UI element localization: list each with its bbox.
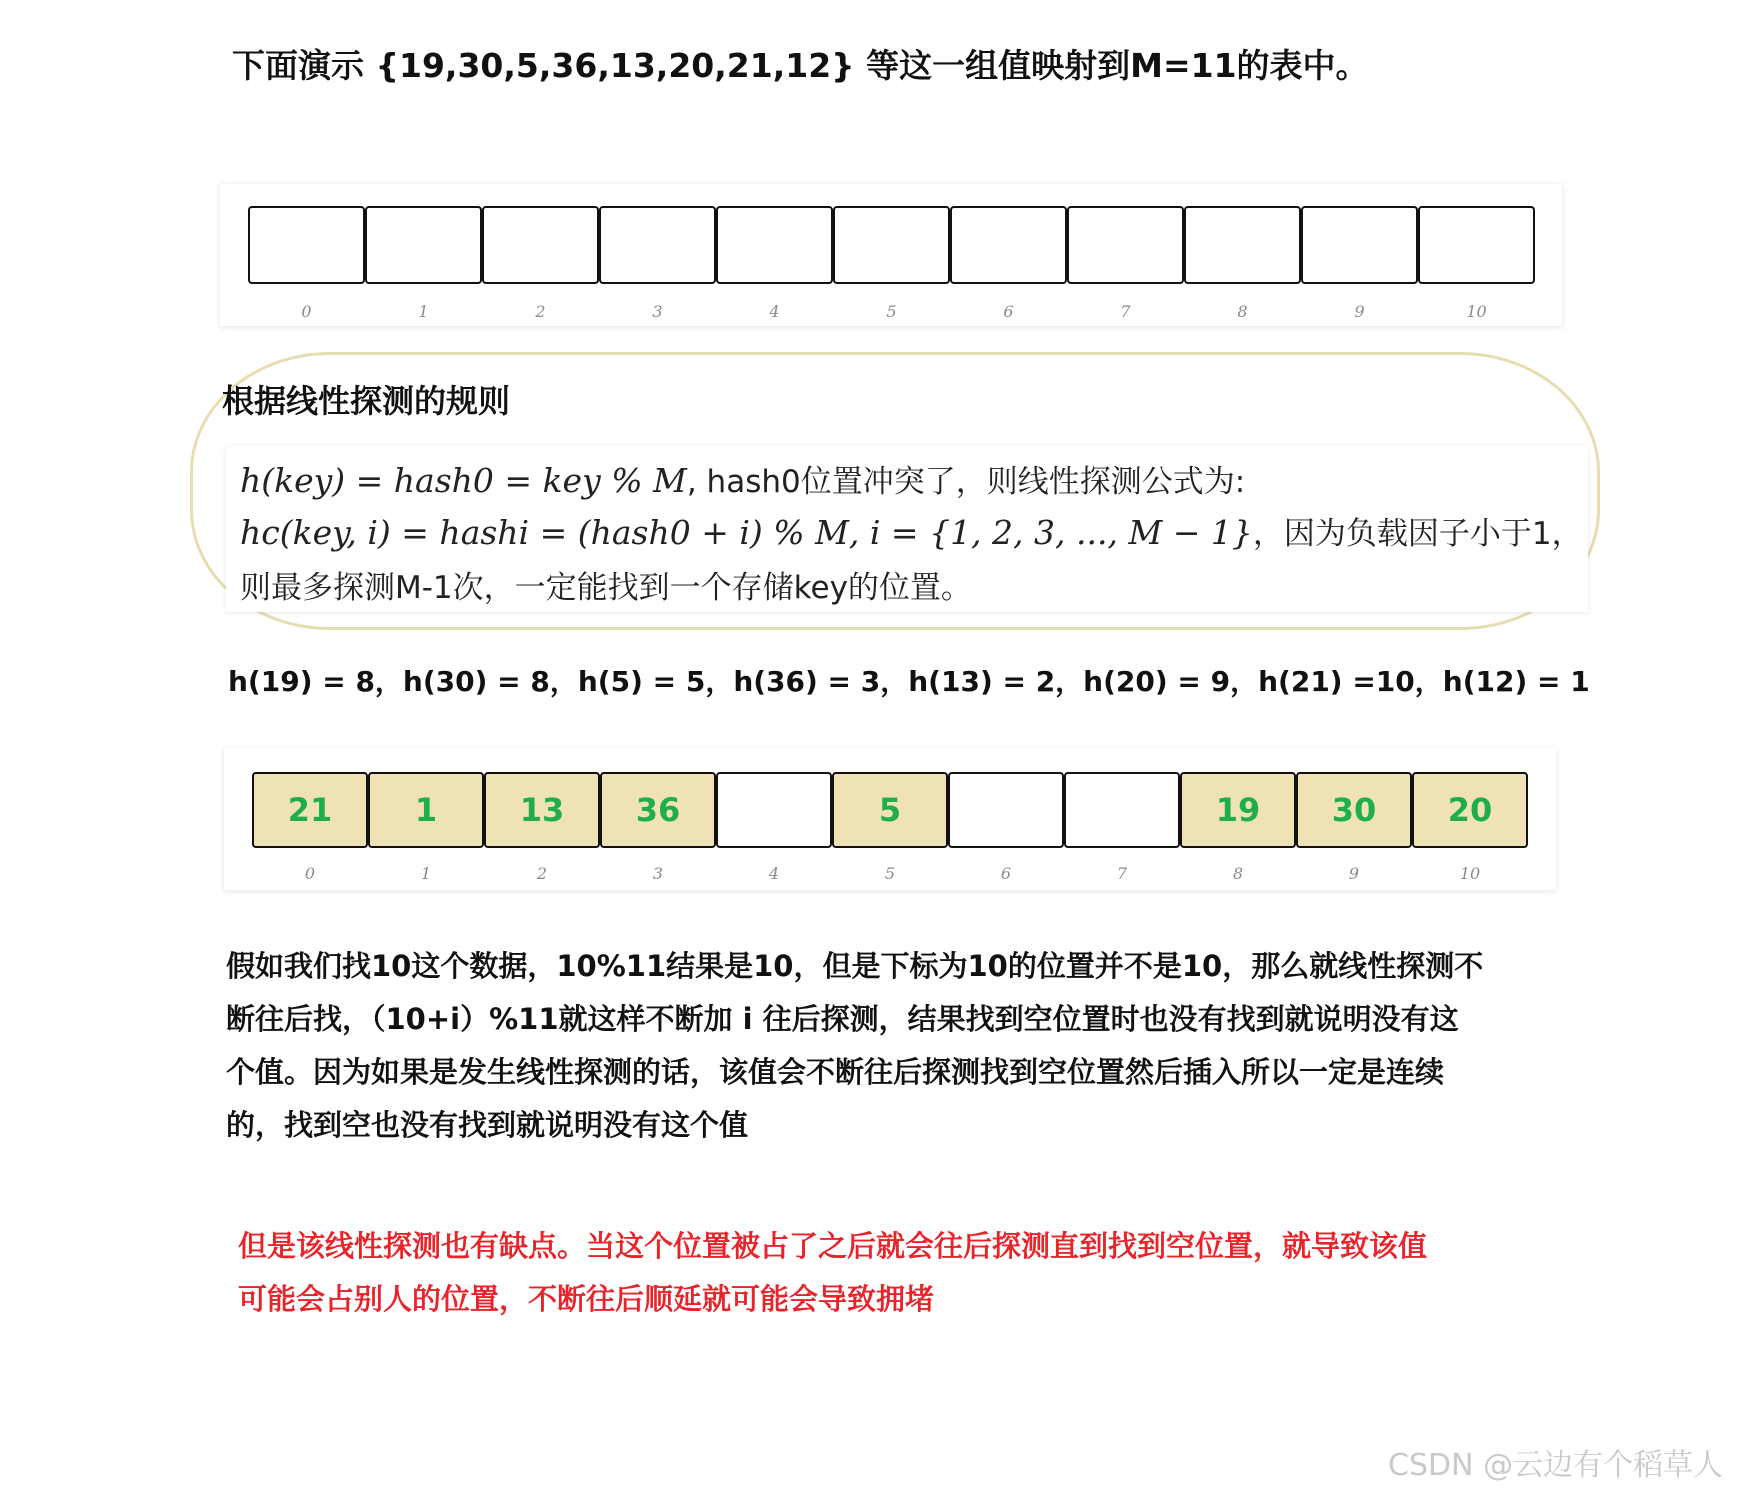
filled-table-index-8: 8 — [1232, 864, 1244, 883]
filled-table-index-9: 9 — [1348, 864, 1360, 883]
empty-table-cell-3 — [599, 206, 716, 284]
rule-title: 根据线性探测的规则 — [222, 382, 511, 420]
filled-table-index-4: 4 — [768, 864, 780, 883]
formula-line-3: 则最多探测M-1次，一定能找到一个存储key的位置。 — [240, 570, 972, 606]
hash-values-line: h(19) = 8，h(30) = 8，h(5) = 5，h(36) = 3，h(13) = 2，h(20) = 9，h(21) =10，h(12) = 1 — [228, 665, 1590, 698]
formula-hash0: h(key) = hash0 = key % M — [240, 461, 687, 500]
empty-table-index-2: 2 — [535, 302, 546, 321]
page-heading: 下面演示 {19,30,5,36,13,20,21,12} 等这一组值映射到M=11的表中。 — [232, 46, 1369, 85]
empty-hash-table — [220, 184, 1562, 326]
csdn-watermark: CSDN @云边有个稻草人 — [1388, 1448, 1724, 1483]
formula-line-1-text: , hash0位置冲突了，则线性探测公式为: — [686, 464, 1246, 500]
empty-table-index-1: 1 — [418, 302, 429, 321]
filled-table-index-7: 7 — [1116, 864, 1128, 883]
empty-table-cell-10 — [1418, 206, 1535, 284]
filled-table-cell-9: 30 — [1296, 772, 1412, 848]
filled-table-cell-3: 36 — [600, 772, 716, 848]
filled-table-cell-4 — [716, 772, 832, 848]
filled-table-index-6: 6 — [1000, 864, 1012, 883]
empty-table-cell-5 — [833, 206, 950, 284]
formula-hashi: hc(key, i) = hashi = (hash0 + i) % M, i = {1, 2, 3, ..., M − 1} — [240, 513, 1253, 552]
filled-table-index-10: 10 — [1459, 864, 1481, 883]
empty-table-cell-4 — [716, 206, 833, 284]
empty-table-index-7: 7 — [1120, 302, 1131, 321]
empty-table-cell-2 — [482, 206, 599, 284]
filled-table-index-1: 1 — [420, 864, 432, 883]
filled-table-cell-0: 21 — [252, 772, 368, 848]
empty-table-cell-1 — [365, 206, 482, 284]
filled-table-cell-1: 1 — [368, 772, 484, 848]
formula-box — [226, 446, 1588, 612]
explanation-paragraph: 假如我们找10这个数据，10%11结果是10，但是下标为10的位置并不是10，那么就线性探测不 断往后找，（10+i）%11就这样不断加 i 往后探测，结果找到空位置时也没有找到就说明没有这 个值。因为如果是发生线性探测的话，该值会不断往后探测找到空位置然后插入所以一定是连续 的，找到空也没有找到就说明没有这个值 — [226, 949, 1484, 1142]
drawback-paragraph: 但是该线性探测也有缺点。当这个位置被占了之后就会往后探测直到找到空位置，就导致该值 可能会占别人的位置，不断往后顺延就可能会导致拥堵 — [238, 1229, 1428, 1316]
empty-table-cell-0 — [248, 206, 365, 284]
filled-table-cell-2: 13 — [484, 772, 600, 848]
empty-table-cell-8 — [1184, 206, 1301, 284]
filled-table-cell-7 — [1064, 772, 1180, 848]
formula-line-2 — [240, 508, 1583, 553]
empty-table-index-8: 8 — [1237, 302, 1248, 321]
filled-table-cell-6 — [948, 772, 1064, 848]
filled-table-cell-8: 19 — [1180, 772, 1296, 848]
empty-table-cell-9 — [1301, 206, 1418, 284]
filled-table-index-3: 3 — [652, 864, 664, 883]
empty-table-index-4: 4 — [769, 302, 780, 321]
empty-table-index-6: 6 — [1003, 302, 1014, 321]
filled-table-index-5: 5 — [884, 864, 896, 883]
filled-hash-table — [224, 748, 1556, 890]
empty-table-cell-6 — [950, 206, 1067, 284]
empty-table-index-5: 5 — [886, 302, 897, 321]
filled-table-index-0: 0 — [304, 864, 316, 883]
empty-table-cell-7 — [1067, 206, 1184, 284]
empty-table-index-3: 3 — [652, 302, 663, 321]
formula-line-1 — [240, 456, 1245, 501]
empty-table-index-9: 9 — [1354, 302, 1365, 321]
formula-line-2-text: ，因为负载因子小于1， — [1252, 516, 1583, 552]
filled-table-index-2: 2 — [536, 864, 548, 883]
filled-table-cell-10: 20 — [1412, 772, 1528, 848]
filled-table-cell-5: 5 — [832, 772, 948, 848]
empty-table-index-10: 10 — [1466, 302, 1487, 321]
empty-table-index-0: 0 — [301, 302, 312, 321]
